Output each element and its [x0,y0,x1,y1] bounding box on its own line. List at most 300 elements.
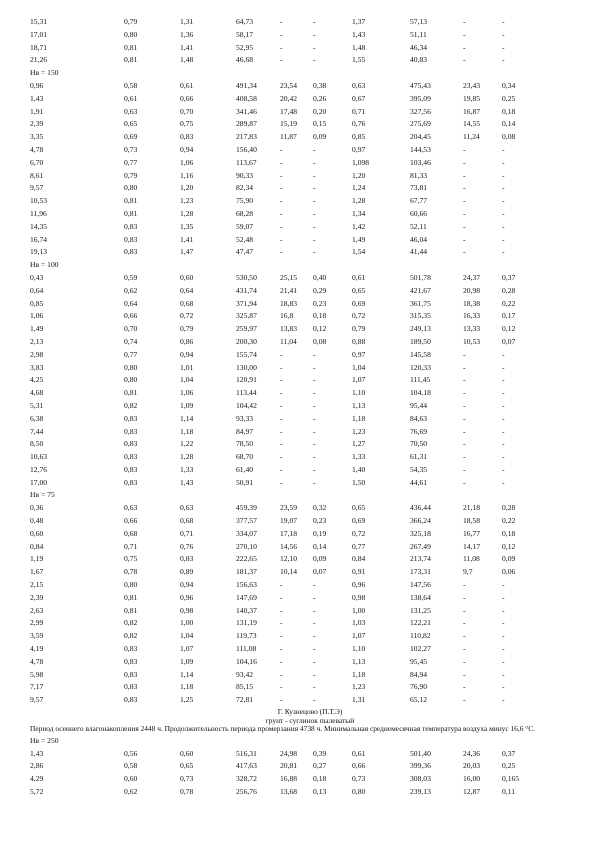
table-cell: 144,53 [410,144,431,154]
table-cell: 0,75 [124,554,138,564]
table-cell: 0,36 [30,503,44,513]
table-row [30,157,590,170]
table-cell: 131,19 [236,618,257,628]
table-cell: 9,57 [30,183,44,193]
table-cell: 0,71 [180,528,194,538]
table-cell: 60,66 [410,208,428,218]
table-cell: 82,34 [236,183,254,193]
table-cell: - [313,42,316,52]
table-cell: 1,03 [352,618,366,628]
table-cell: - [502,170,505,180]
table-cell: 0,81 [124,605,138,615]
table-cell: 24,37 [463,272,481,282]
table-row [30,362,590,375]
table-cell: 0,77 [124,157,138,167]
table-cell: - [463,183,466,193]
table-cell: - [463,42,466,52]
table-cell: 289,87 [236,119,257,129]
table-cell: 19,13 [30,247,48,257]
table-row [30,182,590,195]
table-cell: 1,22 [180,439,194,449]
table-cell: 0,64 [180,285,194,295]
table-cell: 0,73 [352,774,366,784]
table-cell: 65,12 [410,695,428,705]
table-cell: - [502,29,505,39]
table-cell: 361,75 [410,298,431,308]
table-cell: - [280,669,283,679]
table-cell: 119,73 [236,631,257,641]
table-cell: 24,98 [280,748,298,758]
table-cell: 1,50 [352,477,366,487]
table-cell: 267,49 [410,541,431,551]
table-cell: - [280,375,283,385]
table-cell: 84,94 [410,669,428,679]
table-cell: 1,49 [30,324,44,334]
section-header: Нв = 75 [30,490,55,500]
table-cell: 1,16 [180,170,194,180]
table-row [30,502,590,515]
table-cell: - [313,413,316,423]
table-cell: 4,29 [30,774,44,784]
table-cell: 1,01 [180,362,194,372]
table-row [30,234,590,247]
table-cell: 20,03 [463,761,481,771]
table-cell: 0,72 [352,528,366,538]
table-cell: - [502,413,505,423]
table-cell: 25,15 [280,272,298,282]
section-header: Нв = 250 [30,735,59,745]
table-cell: 275,69 [410,119,431,129]
table-cell: 11,04 [280,336,297,346]
table-cell: 93,33 [236,413,254,423]
table-cell: 8,61 [30,170,44,180]
table-cell: 1,42 [352,221,366,231]
table-cell: 68,28 [236,208,254,218]
table-cell: 4,78 [30,656,44,666]
table-cell: 4,25 [30,375,44,385]
table-cell: - [313,464,316,474]
table-cell: 24,36 [463,748,481,758]
table-row [30,387,590,400]
table-cell: 1,18 [180,682,194,692]
table-cell: 11,87 [280,132,297,142]
table-cell: 0,63 [124,106,138,116]
table-cell: 1,27 [352,439,366,449]
table-cell: 9,57 [30,695,44,705]
table-cell: 1,67 [30,567,44,577]
table-cell: 1,43 [180,477,194,487]
table-cell: 0,66 [180,93,194,103]
table-cell: 111,45 [410,375,431,385]
table-row [30,349,590,362]
table-cell: 0,83 [124,477,138,487]
table-cell: - [502,477,505,487]
table-cell: - [280,592,283,602]
table-cell: 1,04 [180,631,194,641]
table-cell: 57,13 [410,17,428,26]
table-cell: 200,30 [236,336,257,346]
table-cell: 0,83 [124,644,138,654]
table-cell: 113,67 [236,157,257,167]
table-row [30,566,590,579]
table-cell: 0,37 [502,748,516,758]
table-cell: 122,21 [410,618,431,628]
table-cell: - [313,375,316,385]
table-cell: 18,83 [280,298,298,308]
table-cell: 0,81 [124,208,138,218]
table-cell: 6,70 [30,157,44,167]
table-cell: 11,08 [463,554,480,564]
table-row [30,426,590,439]
table-cell: - [313,426,316,436]
table-cell: - [313,644,316,654]
table-cell: - [280,452,283,462]
table-cell: 52,11 [410,221,427,231]
table-cell: 0,81 [124,196,138,206]
table-cell: - [463,464,466,474]
table-cell: 40,83 [410,55,428,65]
table-cell: - [463,349,466,359]
table-cell: 1,55 [352,55,366,65]
section-header: Нв = 100 [30,260,59,270]
table-cell: 14,56 [280,541,298,551]
table-cell: - [463,375,466,385]
table-cell: - [463,55,466,65]
table-row [30,80,590,93]
table-cell: 1,33 [180,464,194,474]
table-row [30,553,590,566]
table-cell: 0,25 [502,761,516,771]
table-cell: 51,11 [410,29,427,39]
table-cell: - [313,144,316,154]
table-cell: 61,31 [410,452,428,462]
table-cell: - [502,247,505,257]
table-cell: - [502,631,505,641]
table-cell: - [280,157,283,167]
table-cell: 0,12 [313,324,327,334]
table-cell: 2,13 [30,336,44,346]
table-cell: 0,96 [30,80,44,90]
table-cell: 95,44 [410,400,428,410]
table-cell: 0,61 [352,748,366,758]
table-cell: 85,15 [236,682,254,692]
table-cell: 0,63 [124,503,138,513]
table-cell: 7,44 [30,426,44,436]
table-cell: 0,18 [313,774,327,784]
table-cell: 2,99 [30,618,44,628]
table-cell: - [280,170,283,180]
table-cell: 327,56 [410,106,431,116]
table-cell: 147,56 [410,580,431,590]
table-cell: 0,85 [352,132,366,142]
table-cell: 16,74 [30,234,48,244]
table-cell: 1,06 [30,311,44,321]
table-cell: 0,68 [180,516,194,526]
table-cell: 147,69 [236,592,257,602]
table-row [30,272,590,285]
table-cell: 0,63 [180,503,194,513]
table-cell: - [502,695,505,705]
table-cell: 76,69 [410,426,428,436]
table-cell: 0,69 [352,298,366,308]
table-cell: 2,39 [30,592,44,602]
table-cell: 0,09 [502,554,516,564]
table-cell: 12,10 [280,554,298,564]
table-cell: - [502,400,505,410]
table-cell: 0,83 [124,669,138,679]
table-cell: 16,88 [280,774,298,784]
table-cell: 145,58 [410,349,431,359]
table-cell: 0,70 [124,324,138,334]
table-cell: - [463,644,466,654]
table-cell: 90,33 [236,170,254,180]
table-cell: 0,73 [124,144,138,154]
table-cell: - [502,656,505,666]
table-cell: 0,48 [30,516,44,526]
table-cell: - [463,477,466,487]
table-cell: 1,48 [352,42,366,52]
table-cell: 0,63 [352,80,366,90]
table-cell: - [463,682,466,692]
table-cell: - [502,426,505,436]
table-cell: - [280,605,283,615]
table-cell: 0,81 [124,55,138,65]
table-cell: 1,18 [352,413,366,423]
table-cell: 0,83 [124,695,138,705]
table-cell: 0,26 [313,93,327,103]
table-cell: 0,65 [180,761,194,771]
table-cell: 1,28 [180,208,194,218]
table-cell: - [313,17,316,26]
table-cell: 1,18 [352,669,366,679]
table-cell: - [280,144,283,154]
table-cell: 0,83 [124,234,138,244]
table-cell: - [502,349,505,359]
table-cell: 217,83 [236,132,257,142]
table-cell: 270,10 [236,541,257,551]
table-cell: 84,63 [410,413,428,423]
table-row [30,208,590,221]
table-row [30,681,590,694]
table-cell: - [280,221,283,231]
table-cell: 0,08 [313,336,327,346]
table-cell: - [280,17,283,26]
table-cell: 0,80 [352,787,366,796]
table-cell: 1,18 [180,426,194,436]
table-cell: - [502,55,505,65]
table-cell: - [280,208,283,218]
table-cell: 395,09 [410,93,431,103]
table-cell: 0,06 [502,567,516,577]
table-cell: - [280,439,283,449]
table-cell: 1,41 [180,42,194,52]
table-cell: 0,67 [352,93,366,103]
table-cell: 0,61 [352,272,366,282]
table-cell: 213,74 [410,554,431,564]
table-cell: 1,43 [30,93,44,103]
table-cell: 0,94 [180,349,194,359]
table-cell: 0,73 [180,774,194,784]
table-cell: 104,16 [236,656,257,666]
table-cell: 0,34 [502,80,516,90]
table-cell: 20,81 [280,761,298,771]
table-cell: 23,59 [280,503,298,513]
table-cell: - [463,208,466,218]
table-cell: 11,96 [30,208,47,218]
table-cell: 52,48 [236,234,254,244]
table-cell: 78,50 [236,439,254,449]
table-cell: 1,00 [180,618,194,628]
table-cell: - [502,362,505,372]
table-cell: 408,58 [236,93,257,103]
table-cell: 0,78 [180,787,194,796]
table-cell: 259,97 [236,324,257,334]
table-cell: 17,48 [280,106,298,116]
table-cell: 111,08 [236,644,257,654]
table-cell: 0,80 [124,375,138,385]
table-cell: 0,58 [124,761,138,771]
table-row [30,451,590,464]
table-row [30,195,590,208]
table-cell: 46,04 [410,234,428,244]
table-row [30,605,590,618]
table-cell: - [502,464,505,474]
table-cell: 156,40 [236,144,257,154]
table-cell: 0,12 [502,324,516,334]
table-cell: 0,80 [124,183,138,193]
table-cell: 436,44 [410,503,431,513]
table-cell: 14,35 [30,221,48,231]
table-cell: - [463,29,466,39]
table-cell: 0,60 [180,272,194,282]
table-cell: - [463,669,466,679]
table-cell: - [463,170,466,180]
table-cell: - [280,247,283,257]
table-cell: 0,76 [352,119,366,129]
table-cell: 239,13 [410,787,431,796]
table-cell: 50,91 [236,477,254,487]
table-row [30,374,590,387]
table-cell: 308,03 [410,774,431,784]
table-cell: 19,07 [280,516,298,526]
table-cell: 1,54 [352,247,366,257]
table-cell: 103,46 [410,157,431,167]
table-cell: - [313,631,316,641]
table-cell: 95,45 [410,656,428,666]
table-cell: - [280,42,283,52]
table-cell: 0,80 [124,362,138,372]
table-cell: - [280,644,283,654]
table-cell: - [313,208,316,218]
table-cell: 131,25 [410,605,431,615]
table-cell: 0,65 [352,503,366,513]
table-cell: 1,09 [180,400,194,410]
table-cell: 0,60 [30,528,44,538]
table-row [30,579,590,592]
table-cell: 0,22 [502,516,516,526]
table-cell: 1,13 [352,656,366,666]
table-cell: 156,63 [236,580,257,590]
table-cell: - [280,349,283,359]
table-cell: 1,14 [180,669,194,679]
table-cell: 0,66 [124,311,138,321]
table-cell: 1,91 [30,106,44,116]
table-cell: - [502,183,505,193]
table-cell: 0,84 [352,554,366,564]
table-cell: - [313,170,316,180]
table-cell: - [313,55,316,65]
table-cell: 5,98 [30,669,44,679]
table-cell: - [502,592,505,602]
table-cell: 173,31 [410,567,431,577]
table-cell: 1,47 [180,247,194,257]
table-cell: 16,00 [463,774,481,784]
table-cell: 1,20 [180,183,194,193]
table-cell: 76,90 [410,682,428,692]
table-cell: 0,65 [124,119,138,129]
table-cell: - [502,452,505,462]
table-cell: 23,43 [463,80,481,90]
table-cell: 0,65 [352,285,366,295]
table-cell: 73,81 [410,183,428,193]
table-cell: 1,23 [352,682,366,692]
table-cell: - [280,426,283,436]
table-cell: - [280,362,283,372]
table-cell: - [463,157,466,167]
table-cell: 46,68 [236,55,254,65]
table-cell: - [502,234,505,244]
table-cell: 0,60 [180,748,194,758]
table-cell: 0,20 [313,106,327,116]
table-row [30,515,590,528]
table-cell: 0,43 [30,272,44,282]
table-cell: 204,45 [410,132,431,142]
table-cell: 475,43 [410,80,431,90]
table-cell: 0,39 [313,748,327,758]
table-cell: 46,34 [410,42,428,52]
table-cell: 0,58 [124,80,138,90]
table-cell: 1,07 [352,375,366,385]
table-row [30,336,590,349]
table-cell: 14,55 [463,119,481,129]
table-row [30,760,590,773]
table-cell: 1,34 [352,208,366,218]
table-cell: - [280,413,283,423]
table-cell: - [313,656,316,666]
table-cell: - [313,592,316,602]
table-cell: 399,36 [410,761,431,771]
table-cell: 6,38 [30,413,44,423]
table-cell: 81,33 [410,170,428,180]
table-cell: 64,73 [236,17,254,26]
table-cell: 0,86 [180,336,194,346]
table-cell: 1,04 [352,362,366,372]
table-cell: 0,66 [352,761,366,771]
table-cell: - [463,362,466,372]
table-cell: 54,35 [410,464,428,474]
table-cell: 0,97 [352,349,366,359]
table-cell: 0,98 [352,592,366,602]
table-row [30,748,590,761]
table-cell: 0,68 [180,298,194,308]
table-cell: 1,19 [30,554,44,564]
table-cell: - [313,183,316,193]
table-row [30,93,590,106]
table-cell: 0,17 [502,311,516,321]
table-cell: 0,79 [124,17,138,26]
table-cell: 18,38 [463,298,481,308]
table-cell: 59,07 [236,221,254,231]
